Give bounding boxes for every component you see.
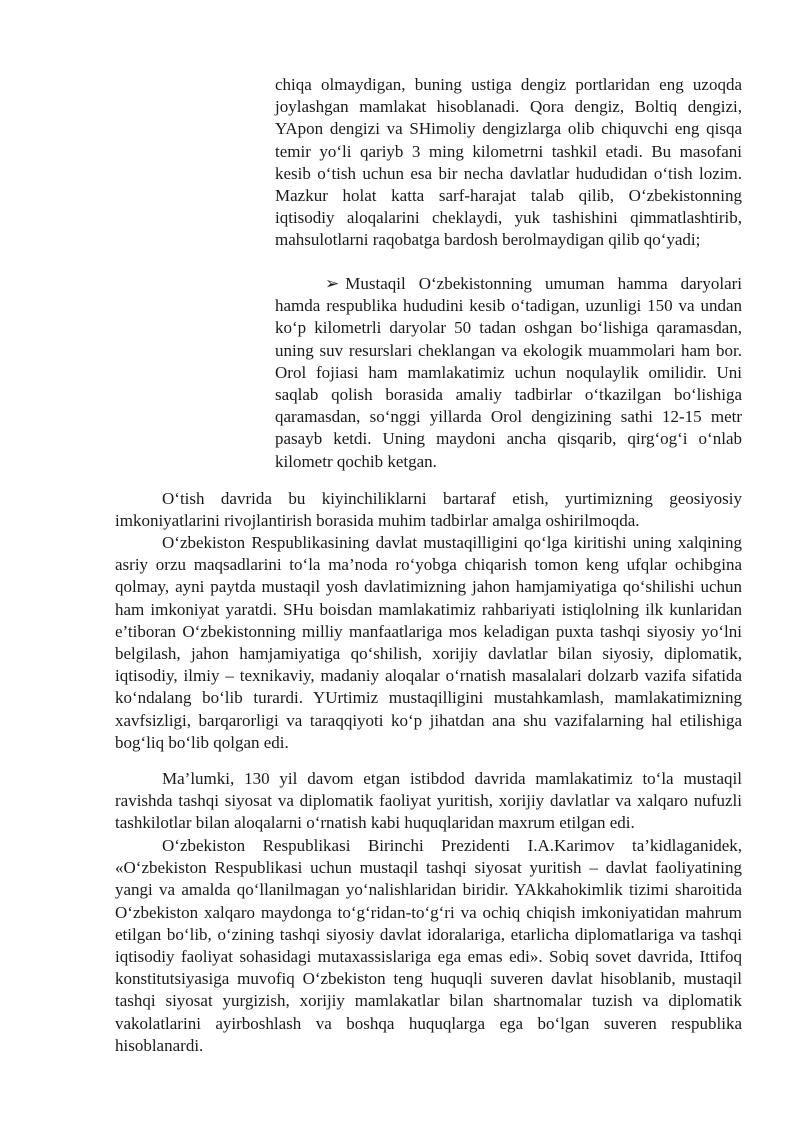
bullet-paragraph: [275, 273, 742, 473]
bullet-text: Mustaqil O‘zbekistonning umuman hamma daryolari hamda respublika hududini kesib o‘tadigan, uzunligi 150 va undan ko‘p kilometrli daryolar 50 tadan oshgan bo‘lishiga qaramasdan, uning suv resurslari cheklangan va ekologik muammolari ham bor. Orol fojiasi ham mamlakatimiz uchun noqulaylik omilidir. Uni saqlab qolish borasida amaliy tadbirlar o‘tkazilgan bo‘lishiga qaramasdan, so‘nggi yillarda Orol dengizining sathi 12-15 metr pasayb ketdi. Uning maydoni ancha qisqarib, qirg‘og‘i o‘nlab kilometr qochib ketgan.: [275, 274, 742, 471]
paragraph-independence: O‘zbekiston Respublikasining davlat mustaqilligini qo‘lga kiritishi uning xalqining asriy orzu maqsadlarini to‘la ma’noda ro‘yobga chiqarish tomon keng ufqlar ochibgina qolmay, ayni paytda mustaqil yosh davlatimizning jahon hamjamiyatiga qo‘shilishi uchun ham imkoniyat yaratdi. SHu boisdan mamlakatimiz rahbariyati istiqlolning ilk kunlaridan e’tiboran O‘zbekistonning milliy manfaatlariga mos keladigan puxta tashqi siyosiy yo‘lni belgilash, jahon hamjamiyatiga qo‘shilish, xorijiy davlatlar bilan siyosiy, diplomatik, iqtisodiy, ilmiy – texnikaviy, madaniy aloqalar o‘rnatish masalalari dolzarb vazifa sifatida ko‘ndalang bo‘lib turardi. YUrtimiz mustaqilligini mustahkamlash, mamlakatimizning xavfsizligi, barqarorligi va taraqqiyoti ko‘p jihatdan ana shu vazifalarning hal etilishiga bog‘liq bo‘lib qolgan edi.: [115, 533, 742, 752]
paragraph-transition: O‘tish davrida bu kiyinchiliklarni bartaraf etish, yurtimizning geosiyosiy imkoniyatlarini rivojlantirish borasida muhim tadbirlar amalga oshirilmoqda.: [115, 489, 742, 531]
paragraph-continuation: chiqa olmaydigan, buning ustiga dengiz portlaridan eng uzoqda joylashgan mamlakat hisoblanadi. Qora dengiz, Boltiq dengizi, YApon dengizi va SHimoliy dengizlarga olib chiquvchi eng qisqa temir yo‘li qariyb 3 ming kilometrni tashkil etadi. Bu masofani kesib o‘tish uchun esa bir necha davlatlar hududidan o‘tish lozim. Mazkur holat katta sarf-harajat talab qilib, O‘zbekistonning iqtisodiy aloqalarini cheklaydi, yuk tashishini qimmatlashtirib, mahsulotlarni raqobatga bardosh berolmaydigan qilib qo‘yadi;: [275, 75, 742, 250]
arrow-bullet-icon: ➢: [325, 274, 340, 293]
paragraph-karimov-quote: O‘zbekiston Respublikasi Birinchi Prezidenti I.A.Karimov ta’kidlaganidek, «O‘zbekiston Respublikasi uchun mustaqil tashqi siyosat yuritish – davlat faoliyatining yangi va amalda qo‘llanilmagan yo‘nalishlaridan biridir. YAkkahokimlik tizimi sharoitida O‘zbekiston xalqaro maydonga to‘g‘ridan-to‘g‘ri va ochiq chiqish imkoniyatidan mahrum etilgan bo‘lib, o‘zining tashqi siyosiy davlat idoralariga, etarlicha diplomatlariga va tashqi iqtisodiy faoliyat sohasidagi mutaxassislariga ega emas edi». Sobiq sovet davrida, Ittifoq konstitutsiyasiga muvofiq O‘zbekiston teng huquqli suveren davlat hisoblanib, mustaqil tashqi siyosat yurgizish, xorijiy mamlakatlar bilan shartnomalar tuzish va diplomatik vakolatlarini ayirboshlash va boshqa huquqlarga ega bo‘lgan suveren respublika hisoblanardi.: [115, 836, 742, 1055]
paragraph-history: Ma’lumki, 130 yil davom etgan istibdod davrida mamlakatimiz to‘la mustaqil ravishda tashqi siyosat va diplomatik faoliyat yuritish, xorijiy davlatlar va xalqaro nufuzli tashkilotlar bilan aloqalarni o‘rnatish kabi huquqlaridan maxrum etilgan edi.: [115, 769, 742, 833]
